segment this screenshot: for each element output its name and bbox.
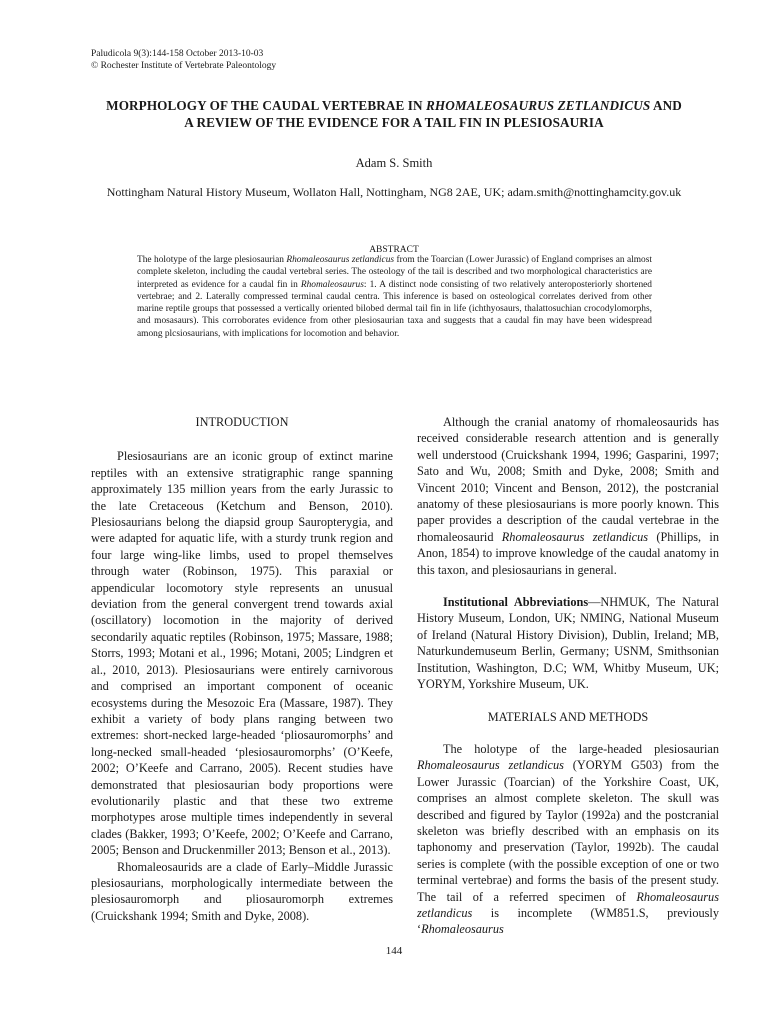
journal-header [91,48,276,72]
author-affiliation: Nottingham Natural History Museum, Wollaton Hall, Nottingham, NG8 2AE, UK; adam.smith@nottinghamcity.gov.uk [106,185,682,199]
title-line-2: A REVIEW OF THE EVIDENCE FOR A TAIL FIN IN PLESIOSAURIA [184,115,604,130]
abstract-body: The holotype of the large plesiosaurian Rhomaleosaurus zetlandicus from the Toarcian (Lower Jurassic) of England comprises an almost complete skeleton, including the caudal vertebral series. The osteology of the tail is described and two morphological characteristics are interpreted as evidence for a caudal fin in Rhomaleosaurus: 1. A distinct node consisting of two relatively anteroposteriorly shortened vertebrae; and 2. Laterally compressed terminal caudal centra. This inference is based on osteological correlates derived from other marine reptile groups that possessed a vertically oriented bilobed dermal tail fin in life (ichthyosaurs, thalattosuchian crocodylomorphs, and mosasaurs). This corroborates evidence from other plesiosaurian taxa and suggests that a caudal fin may have been widespread among plcsiosaurians, with implications for locomotion and behavior. [137,255,652,339]
institutional-abbreviations: Institutional Abbreviations—NHMUK, The Natural History Museum, London, UK; NMING, National Museum of Ireland (Natural History Division), Dublin, Ireland; MB, Naturkundemuseum Berlin, Germany; USNM, Smithsonian Institution, Washington, D.C; WM, Whitby Museum, UK; YORYM, Yorkshire Museum, UK. [417,595,719,692]
right-paragraph-1: Although the cranial anatomy of rhomaleosaurids has received considerable research attention and is generally well understood (Cruickshank 1994, 1996; Gasparini, 1997; Sato and Wu, 2008; Smith and Dyke, 2008; Smith and Vincent 2010; Vincent and Benson, 2012), the postcranial anatomy of these plesiosaurians is more poorly known. This paper provides a description of the caudal vertebrae in the rhomaleosaurid Rhomaleosaurus zetlandicus (Phillips, in Anon, 1854) to improve knowledge of the caudal anatomy in this taxon, and plesiosaurians in general. [417,415,719,577]
intro-paragraph-1: Plesiosaurians are an iconic group of extinct marine reptiles with an extensive stratigraphic range spanning approximately 135 million years from the early Jurassic to the late Cretaceous (Ketchum and Benson, 2010). Plesiosaurians belong the diapsid group Sauropterygia, and were adapted for aquatic life, with a sturdy trunk region and four large wing-like limbs, used to propel themselves through water (Robinson, 1975). This paraxial or appendicular locomotory style represents an unusual deviation from the general convergent trend towards axial (oscillatory) locomotion in the majority of derived secondarily aquatic reptiles (Robinson, 1975; Massare, 1988; Storrs, 1993; Motani et al., 1996; Motani, 2005; Lindgren et al., 2010, 2013). Plesiosaurians were entirely carnivorous and comprised an important component of oceanic ecosystems during the Mesozoic Era (Massare, 1987). They exhibit a variety of body plans ranging between two extremes: short-necked large-headed ‘pliosauromorphs’ and long-necked small-headed ‘plesiosauromorphs’ (O’Keefe, 2002; O’Keefe and Carrano, 2005). Recent studies have demonstrated that plesiosaurian body proportions were evolutionarily plastic and that these two extreme morphotypes arose multiple times independently in several clades (Bakker, 1993; O’Keefe, 2002; O’Keefe and Carrano, 2005; Benson and Druckenmiller 2013; Benson et al., 2013). [91,449,393,858]
right-column [417,414,719,938]
abstract-heading: ABSTRACT [369,245,419,255]
page-number: 144 [385,945,403,957]
author-name: Adam S. Smith [355,156,433,170]
left-column [91,414,393,924]
methods-paragraph-1: The holotype of the large-headed plesiosaurian Rhomaleosaurus zetlandicus (YORYM G503) from the Lower Jurassic (Toarcian) of the Yorkshire Coast, UK, comprises an almost complete skeleton. The skull was described and figured by Taylor (1992a) and the postcranial skeleton was briefly described with an emphasis on its taphonomy and preservation (Taylor, 1992b). The caudal series is complete (with the possible exception of one or two terminal vertebrae) and forms the basis of the present study. The tail of a referred specimen of Rhomaleosaurus zetlandicus is incomplete (WM851.S, previously ‘Rhomaleosaurus [417,741,719,937]
intro-paragraph-2: Rhomaleosaurids are a clade of Early–Middle Jurassic plesiosaurians, morphologically intermediate between the plesiosauromorph and pliosauromorph extremes (Cruickshank 1994; Smith and Dyke, 2008). [91,859,393,923]
title-line-1: MORPHOLOGY OF THE CAUDAL VERTEBRAE IN RHOMALEOSAURUS ZETLANDICUS AND [106,98,682,113]
section-heading-introduction: INTRODUCTION [195,415,289,429]
paper-title [60,97,728,131]
section-heading-materials-methods: MATERIALS AND METHODS [487,709,649,724]
journal-citation: Paludicola 9(3):144-158 October 2013-10-03 [91,49,264,59]
copyright-line: © Rochester Institute of Vertebrate Paleontology [91,61,277,71]
